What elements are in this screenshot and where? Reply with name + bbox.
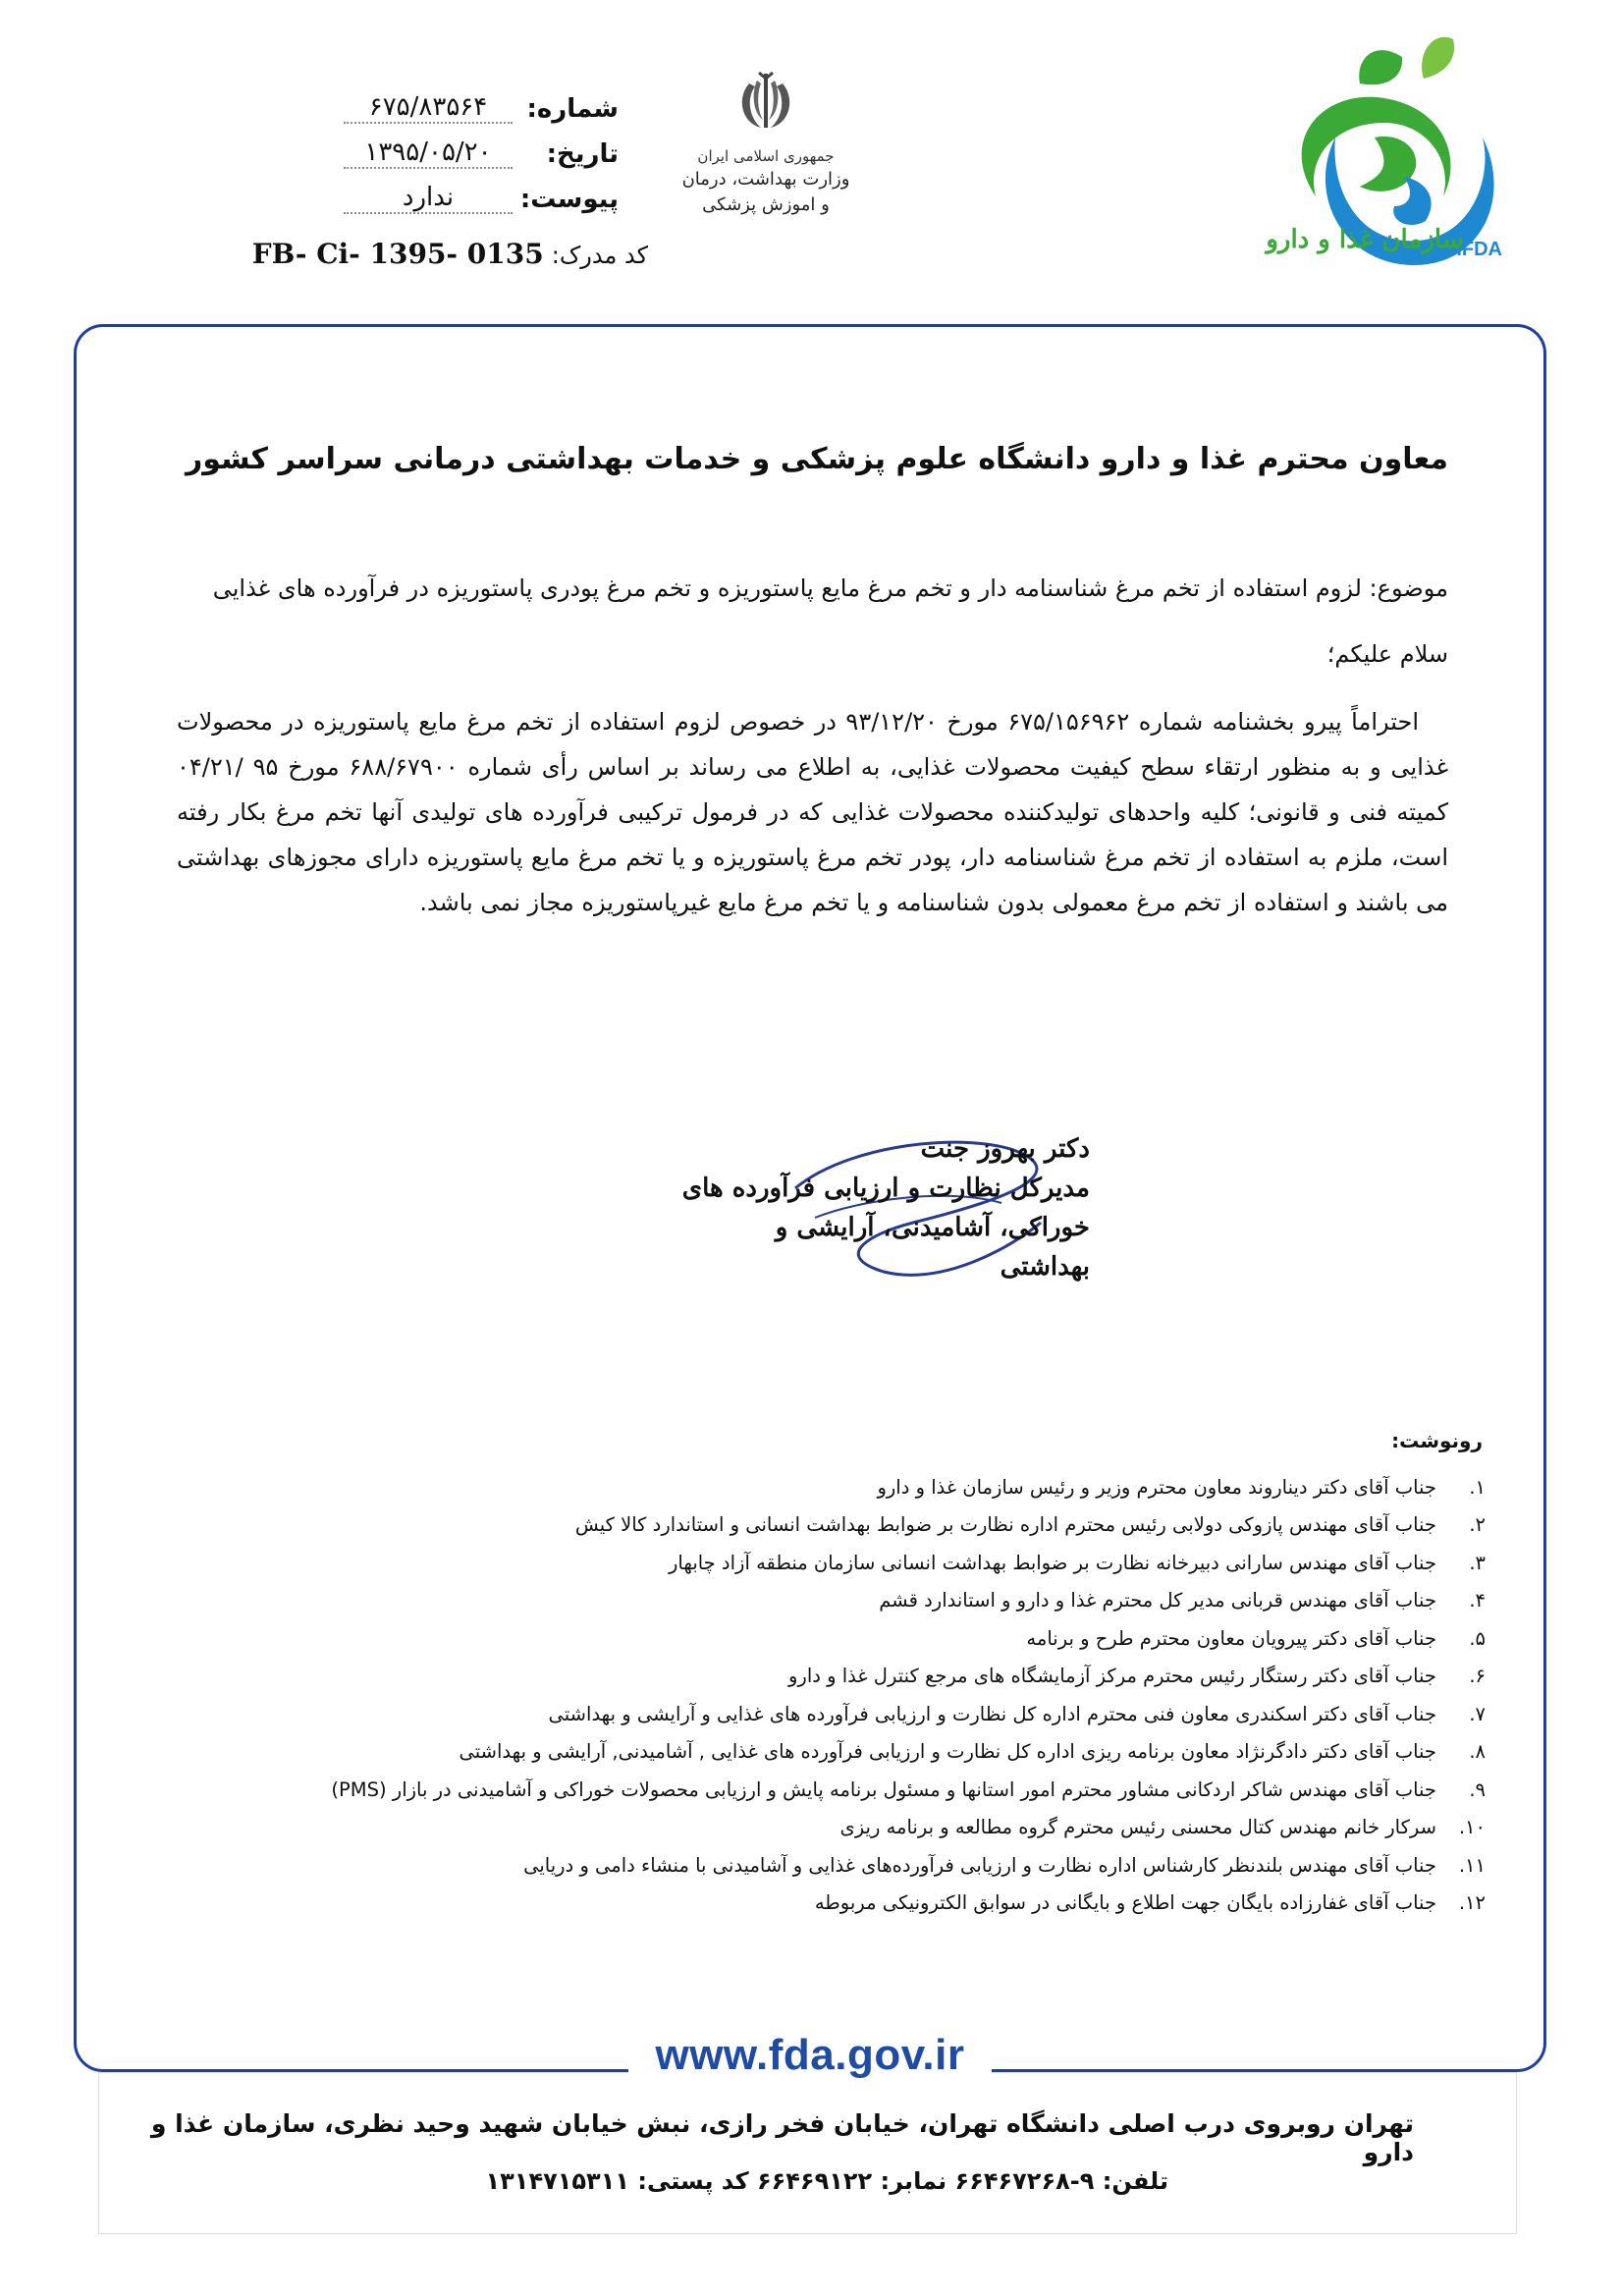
- cc-text: جناب آقای مهندس بلندنظر کارشناس اداره نظارت و ارزیابی فرآورده‌های غذایی و آشامیدنی با منشاء دامی و دریایی: [523, 1853, 1436, 1877]
- signer-name: دکتر بهروز جنت: [920, 1134, 1090, 1164]
- cc-number: ۱۲.: [1458, 1891, 1486, 1915]
- list-item: [189, 1582, 1486, 1620]
- cc-text: جناب آقای مهندس سارانی دبیرخانه نظارت بر ضوابط بهداشت انسانی سازمان منطقه آزاد چابهار: [668, 1551, 1436, 1574]
- gov-line-3: و اموزش پزشکی: [702, 194, 830, 215]
- attachment-value: ندارد: [344, 183, 513, 214]
- iran-emblem-icon: [731, 69, 800, 137]
- docref-label: کد مدرک:: [551, 242, 648, 269]
- signer-title-1: مدیرکل نظارت و ارزیابی فرآورده های: [681, 1174, 1090, 1203]
- list-item: [189, 1885, 1486, 1923]
- cc-text: جناب آقای دکتر پیرویان معاون محترم طرح و برنامه: [1026, 1626, 1436, 1650]
- cc-number: ۹.: [1469, 1777, 1486, 1801]
- list-item: [189, 1733, 1486, 1772]
- cc-title: رونوشت:: [1391, 1429, 1483, 1452]
- gov-line-2: وزارت بهداشت، درمان: [681, 169, 850, 190]
- cc-number: ۸.: [1469, 1740, 1486, 1764]
- gov-line-1: جمهوری اسلامی ایران: [697, 147, 835, 165]
- docref-value: FB- Ci- 1395- 0135: [251, 238, 544, 270]
- cc-text: سرکار خانم مهندس کتال محسنی رئیس محترم گروه مطالعه و برنامه ریزی: [839, 1816, 1436, 1839]
- greeting: سلام علیکم؛: [1326, 640, 1448, 668]
- date-value: ۱۳۹۵/۰۵/۲۰: [344, 137, 513, 169]
- cc-text: جناب آقای مهندس شاکر اردکانی مشاور محترم امور استانها و مسئول برنامه پایش و ارزیابی محصولات خوراکی و آشامیدنی در بازار (PMS): [331, 1777, 1436, 1801]
- cc-text: جناب آقای دکتر دیناروند معاون محترم وزیر و رئیس سازمان غذا و دارو: [877, 1475, 1436, 1499]
- ifda-logo: [1159, 29, 1522, 295]
- cc-text: جناب آقای مهندس پازوکی دولابی رئیس محترم اداره نظارت بر ضوابط بهداشت انسانی و استاندارد کالا کیش: [574, 1513, 1436, 1537]
- cc-number: ۶.: [1469, 1665, 1486, 1688]
- cc-number: ۱.: [1469, 1475, 1486, 1499]
- list-item: [189, 1619, 1486, 1658]
- list-item: [189, 1809, 1486, 1847]
- signature-block: [677, 1129, 1090, 1286]
- cc-text: جناب آقای غفارزاده بایگان جهت اطلاع و بایگانی در سوابق الکترونیکی مربوطه: [814, 1891, 1436, 1915]
- list-item: [189, 1544, 1486, 1582]
- body-paragraph: احتراماً پیرو بخشنامه شماره ۶۷۵/۱۵۶۹۶۲ مورخ ۹۳/۱۲/۲۰ در خصوص لزوم استفاده از تخم مرغ مایع پاستوریزه در محصولات غذایی و به منظور ارتقاء سطح کیفیت محصولات غذایی، به اطلاع می رساند بر اساس رأی شماره ۶۸۸/۶۷۹۰۰ مورخ ۹۵ /۰۴/۲۱ کمیته فنی و قانونی؛ کلیه واحدهای تولیدکننده محصولات غذایی که در فرمول ترکیبی فرآورده های تولیدی آنها تخم مرغ بکار رفته است، ملزم به استفاده از تخم مرغ شناسنامه دار، پودر تخم مرغ پاستوریزه و یا تخم مرغ مایع پاستوریزه دارای مجوزهای بهداشتی می باشند و استفاده از تخم مرغ معمولی بدون شناسنامه و یا تخم مرغ مایع غیرپاستوریزه مجاز نمی باشد.: [177, 708, 1449, 916]
- number-row: [226, 79, 619, 124]
- list-item: [189, 1695, 1486, 1733]
- subject: موضوع: لزوم استفاده از تخم مرغ شناسنامه دار و تخم مرغ مایع پاستوریزه و تخم مرغ پودری پاستوریزه در فرآورده های غذایی: [212, 574, 1448, 602]
- document-code: [236, 238, 648, 270]
- ministry-block: [648, 69, 884, 218]
- attachment-row: [226, 169, 619, 214]
- cc-number: ۳.: [1469, 1551, 1486, 1574]
- cc-text: جناب آقای دکتر دادگرنژاد معاون برنامه ریزی اداره کل نظارت و ارزیابی فرآورده های غذایی , آشامیدنی, آرایشی و بهداشتی: [459, 1740, 1436, 1764]
- list-item: [189, 1658, 1486, 1696]
- cc-number: ۵.: [1469, 1626, 1486, 1650]
- list-item: [189, 1771, 1486, 1809]
- cc-number: ۱۰.: [1458, 1816, 1486, 1839]
- cc-list: [189, 1468, 1486, 1922]
- cc-number: ۲.: [1469, 1513, 1486, 1537]
- signer-title-2: خوراکی، آشامیدنی، آرایشی و بهداشتی: [775, 1213, 1090, 1282]
- ifda-logo-icon: [1159, 29, 1522, 295]
- cc-text: جناب آقای دکتر رستگار رئیس محترم مرکز آزمایشگاه های مرجع کنترل غذا و دارو: [787, 1665, 1436, 1688]
- footer-address: تهران روبروی درب اصلی دانشگاه تهران، خیابان فخر رازی، نبش خیابان شهید وحید نظری، سازمان غذا و دارو: [150, 2109, 1414, 2166]
- list-item: [189, 1468, 1486, 1506]
- cc-number: ۷.: [1469, 1702, 1486, 1725]
- list-item: [189, 1846, 1486, 1885]
- attachment-label: پیوست:: [519, 185, 619, 214]
- date-label: تاریخ:: [546, 139, 619, 169]
- letter-body: [177, 699, 1448, 925]
- letter-meta: [226, 79, 619, 214]
- cc-number: ۱۱.: [1458, 1853, 1486, 1877]
- svg-text:IFDA: IFDA: [1456, 239, 1502, 260]
- addressee: معاون محترم غذا و دارو دانشگاه علوم پزشکی و خدمات بهداشتی درمانی سراسر کشور: [185, 442, 1448, 476]
- cc-number: ۴.: [1469, 1589, 1486, 1613]
- cc-text: جناب آقای دکتر اسکندری معاون فنی محترم اداره کل نظارت و ارزیابی فرآورده های غذایی و آرایشی و بهداشتی: [548, 1702, 1436, 1725]
- list-item: [189, 1506, 1486, 1545]
- number-value: ۶۷۵/۸۳۵۶۴: [344, 92, 513, 124]
- number-label: شماره:: [526, 94, 619, 124]
- date-row: [226, 124, 619, 169]
- cc-text: جناب آقای مهندس قربانی مدیر کل محترم غذا و دارو و استاندارد قشم: [879, 1589, 1436, 1613]
- website-link[interactable]: www.fda.gov.ir: [628, 2031, 992, 2080]
- footer-phones: تلفن: ۹-۶۶۴۶۷۲۶۸ نمابر: ۶۶۴۶۹۱۲۲ کد پستی: ۱۳۱۴۷۱۵۳۱۱: [485, 2167, 1168, 2195]
- svg-text:سازمان غذا و دارو: سازمان غذا و دارو: [1266, 225, 1464, 254]
